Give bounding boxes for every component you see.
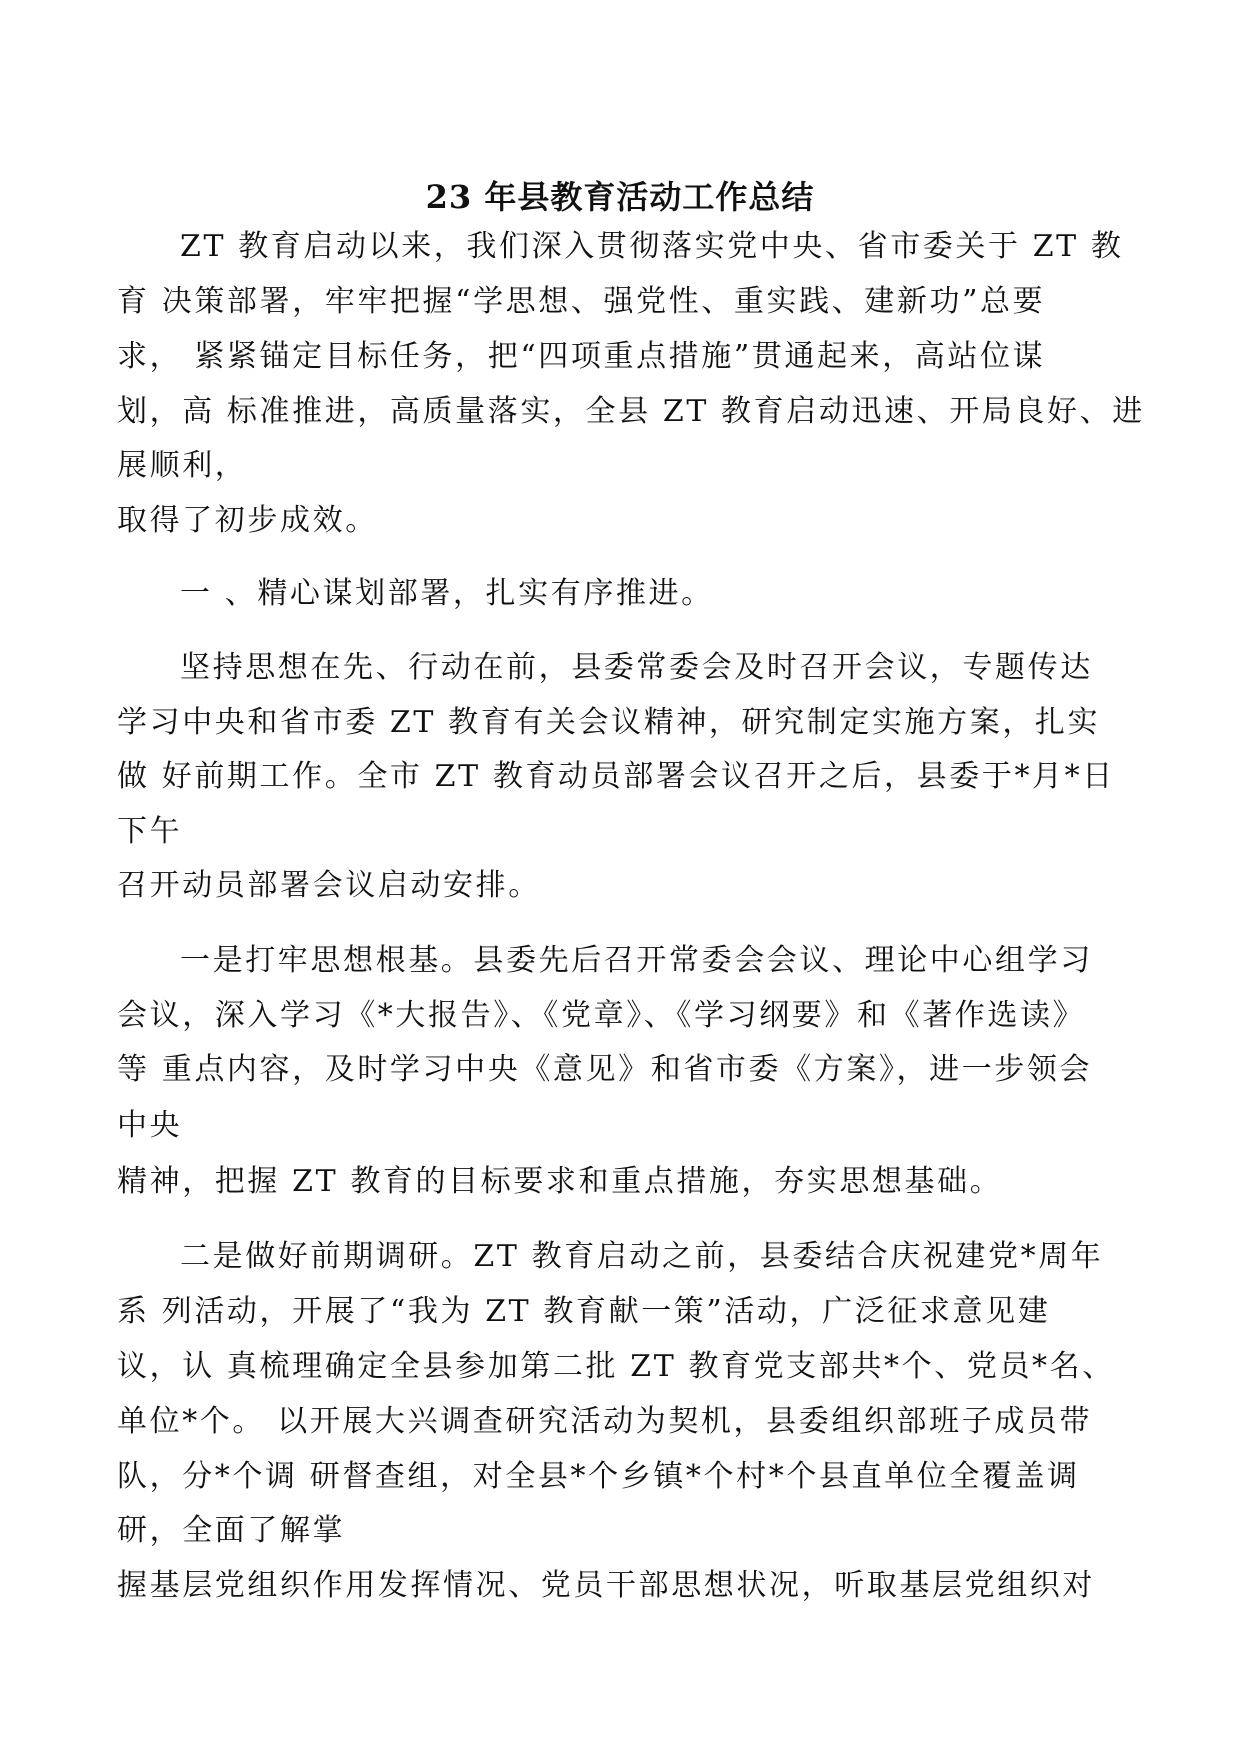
- body-line: 系 列活动，开展了“我为 ZT 教育献一策”活动，广泛征求意见建: [117, 1294, 1051, 1329]
- body-line: 精神，把握 ZT 教育的目标要求和重点措施，夯实思想基础。: [117, 1164, 1003, 1199]
- body-line: 学习中央和省市委 ZT 教育有关会议精神，研究制定实施方案，扎实: [117, 705, 1101, 740]
- body-line: 等 重点内容，及时学习中央《意见》和省市委《方案》，进一步领会: [117, 1052, 1093, 1087]
- body-line: 做 好前期工作。全市 ZT 教育动员部署会议召开之后，县委于*月*日: [117, 759, 1115, 794]
- body-line: 展顺利，: [117, 448, 248, 483]
- body-line: 中央: [117, 1108, 183, 1143]
- body-line: 单位*个。 以开展大兴调查研究活动为契机，县委组织部班子成员带: [117, 1404, 1093, 1439]
- body-line: 取得了初步成效。: [117, 503, 378, 538]
- body-line: 议，认 真梳理确定全县参加第二批 ZT 教育党支部共*个、党员*名、: [117, 1349, 1115, 1384]
- body-line: 坚持思想在先、行动在前，县委常委会及时召开会议，专题传达: [180, 650, 1093, 685]
- body-line: 握基层党组织作用发挥情况、党员干部思想状况，听取基层党组织对: [117, 1568, 1095, 1603]
- body-line: 下午: [117, 814, 183, 849]
- body-line: 求， 紧紧锚定目标任务，把“四项重点措施”贯通起来，高站位谋: [117, 339, 1046, 374]
- body-line: 二是做好前期调研。ZT 教育启动之前，县委结合庆祝建党*周年: [180, 1239, 1104, 1274]
- body-line: 一是打牢思想根基。县委先后召开常委会会议、理论中心组学习: [180, 943, 1093, 978]
- body-line: 育 决策部署，牢牢把握“学思想、强党性、重实践、建新功”总要: [117, 284, 1046, 319]
- body-line: 会议，深入学习《*大报告》、《党章》、《学习纲要》和《著作选读》: [117, 998, 1086, 1033]
- body-line: 召开动员部署会议启动安排。: [117, 868, 541, 903]
- body-line: 队，分*个调 研督查组，对全县*个乡镇*个村*个县直单位全覆盖调: [117, 1459, 1080, 1494]
- body-line: 划，高 标准推进，高质量落实，全县 ZT 教育启动迅速、开局良好、进: [117, 394, 1145, 429]
- page-title: 23 年县教育活动工作总结: [425, 178, 815, 216]
- body-line: 研，全面了解掌: [117, 1513, 346, 1548]
- body-line: ZT 教育启动以来，我们深入贯彻落实党中央、省市委关于 ZT 教: [180, 229, 1124, 264]
- section-heading: 一 、精心谋划部署，扎实有序推进。: [180, 576, 714, 611]
